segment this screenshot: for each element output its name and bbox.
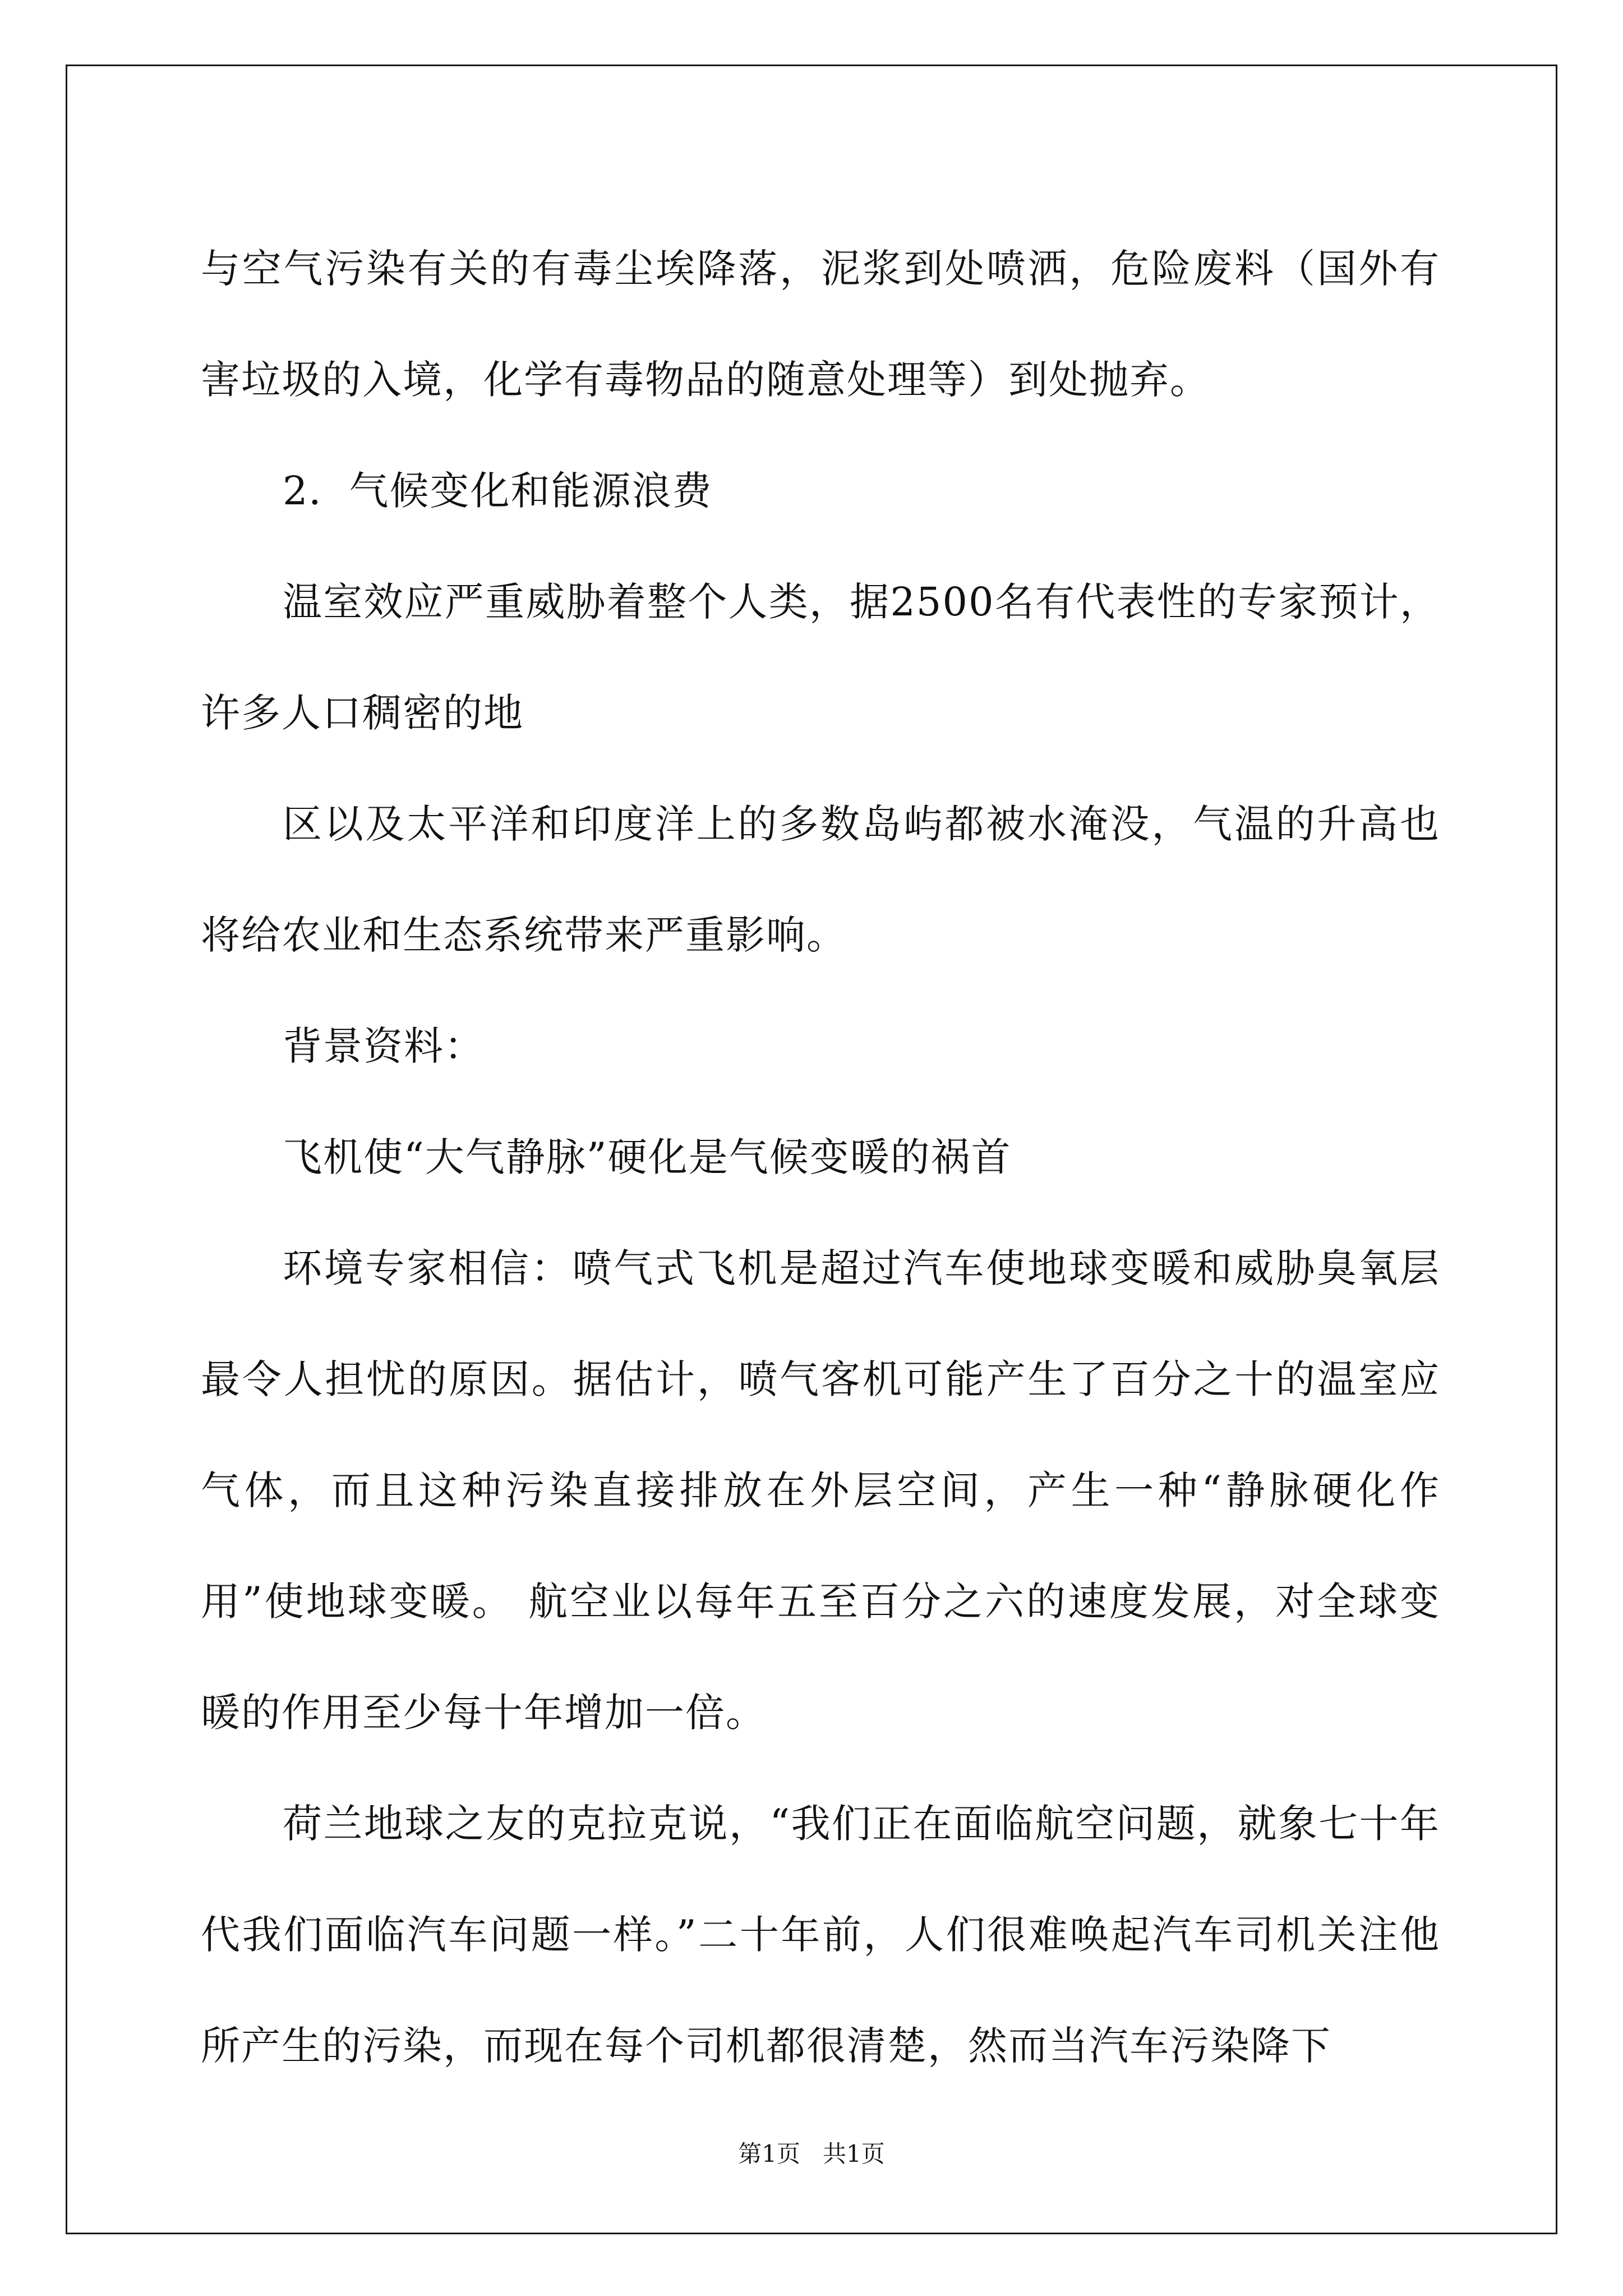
page-total: 共1页 (823, 2140, 885, 2168)
paragraph-clark-quote: 荷兰地球之友的克拉克说，“我们正在面临航空问题，就象七十年代我们面临汽车问题一样。”二十年前，人们很难唤起汽车司机关注他所产生的污染，而现在每个司机都很清楚，然而当汽车污染降下 (201, 1801, 1440, 2069)
page-footer (0, 2137, 1623, 2171)
paragraph-jet-aircraft: 环境专家相信：喷气式飞机是超过汽车使地球变暖和威胁臭氧层最令人担忧的原因。据估计，喷气客机可能产生了百分之十的温室应气体，而且这种污染直接排放在外层空间，产生一种“静脉硬化作用”使地球变暖。 航空业以每年五至百分之六的速度发展，对全球变暖的作用至少每十年增加一倍。 (201, 1245, 1440, 1736)
paragraph-greenhouse: 温室效应严重威胁着整个人类，据2500名有代表性的专家预计，许多人口稠密的地 (201, 579, 1440, 736)
section-heading-climate: 2．气候变化和能源浪费 (283, 468, 713, 514)
paragraph-islands: 区以及太平洋和印度洋上的多数岛屿都被水淹没，气温的升高也将给农业和生态系统带来严重影响。 (201, 801, 1440, 958)
paragraph-1: 与空气污染有关的有毒尘埃降落，泥浆到处喷洒，危险废料（国外有害垃圾的入境，化学有毒物品的随意处理等）到处抛弃。 (201, 246, 1440, 403)
document-body (201, 213, 1440, 2101)
article-title: 飞机使“大气静脉”硬化是气候变暖的祸首 (283, 1134, 1012, 1180)
background-label: 背景资料： (283, 1023, 485, 1069)
page-number: 第1页 (738, 2140, 800, 2168)
